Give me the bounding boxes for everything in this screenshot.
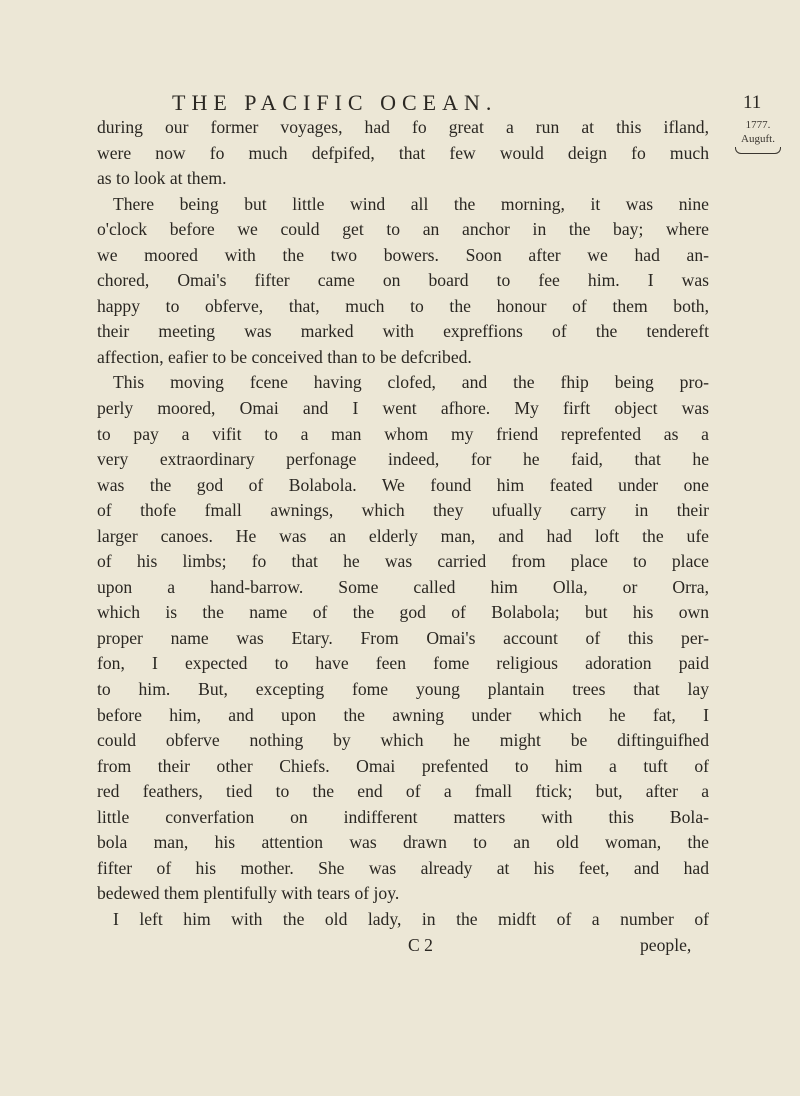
text-line: during our former voyages, had fo great a run at this ifland, bbox=[97, 117, 709, 137]
text-line: o'clock before we could get to an anchor in the bay; where bbox=[97, 219, 709, 240]
text-line: very extraordinary perfonage indeed, for he faid, that he bbox=[97, 449, 709, 470]
running-title: THE PACIFIC OCEAN. bbox=[172, 90, 498, 115]
text-line: could obferve nothing by which he might be diftinguifhed bbox=[97, 730, 709, 751]
text-line: as to look at them. bbox=[97, 168, 227, 189]
text-line: larger canoes. He was an elderly man, and had loft the ufe bbox=[97, 525, 709, 546]
text-line: perly moored, Omai and I went afhore. My firft object was bbox=[97, 398, 709, 419]
text-line: of thofe fmall awnings, which they ufually carry in their bbox=[97, 500, 709, 521]
page-number: 11 bbox=[743, 92, 762, 113]
text-line: their meeting was marked with expreffions of the tendereft bbox=[97, 321, 709, 342]
text-line: proper name was Etary. From Omai's account of this per- bbox=[97, 627, 709, 648]
text-line: we moored with the two bowers. Soon after we had an- bbox=[97, 244, 709, 265]
text-line: fifter of his mother. She was already at his feet, and had bbox=[97, 857, 709, 878]
text-line: bola man, his attention was drawn to an old woman, the bbox=[97, 832, 709, 853]
text-line: happy to obferve, that, much to the honour of them both, bbox=[97, 295, 709, 316]
text-line: chored, Omai's fifter came on board to fee him. I was bbox=[97, 270, 709, 291]
text-line: to him. But, excepting fome young plantain trees that lay bbox=[97, 679, 709, 700]
text-line: to pay a vifit to a man whom my friend reprefented as a bbox=[97, 423, 709, 444]
margin-date-note bbox=[735, 118, 781, 154]
text-line: affection, eafier to be conceived than to be defcribed. bbox=[97, 346, 472, 367]
text-line: fon, I expected to have feen fome religious adoration paid bbox=[97, 653, 709, 674]
text-line: was the god of Bolabola. We found him feated under one bbox=[97, 474, 709, 495]
text-line: little converfation on indifferent matters with this Bola- bbox=[97, 806, 709, 827]
body-text bbox=[97, 115, 709, 933]
text-line: were now fo much defpifed, that few would deign fo much bbox=[97, 142, 709, 163]
text-line: red feathers, tied to the end of a fmall ftick; but, after a bbox=[97, 781, 709, 802]
text-line: upon a hand-barrow. Some called him Olla, or Orra, bbox=[97, 576, 709, 597]
margin-year: 1777. bbox=[745, 119, 771, 131]
text-line: of his limbs; fo that he was carried from place to place bbox=[97, 551, 709, 572]
text-line: before him, and upon the awning under which he fat, I bbox=[97, 704, 709, 725]
catchword: people, bbox=[640, 935, 692, 955]
signature-mark: C 2 bbox=[408, 935, 433, 955]
text-line: from their other Chiefs. Omai prefented to him a tuft of bbox=[97, 755, 709, 776]
margin-month: Auguft. bbox=[741, 133, 775, 145]
margin-brace bbox=[735, 147, 781, 154]
text-line: bedewed them plentifully with tears of joy. bbox=[97, 883, 400, 904]
text-line: This moving fcene having clofed, and the fhip being pro- bbox=[113, 372, 709, 393]
text-line: There being but little wind all the morning, it was nine bbox=[113, 193, 709, 214]
text-line: I left him with the old lady, in the midft of a number of bbox=[113, 908, 709, 929]
text-line: which is the name of the god of Bolabola; but his own bbox=[97, 602, 709, 623]
